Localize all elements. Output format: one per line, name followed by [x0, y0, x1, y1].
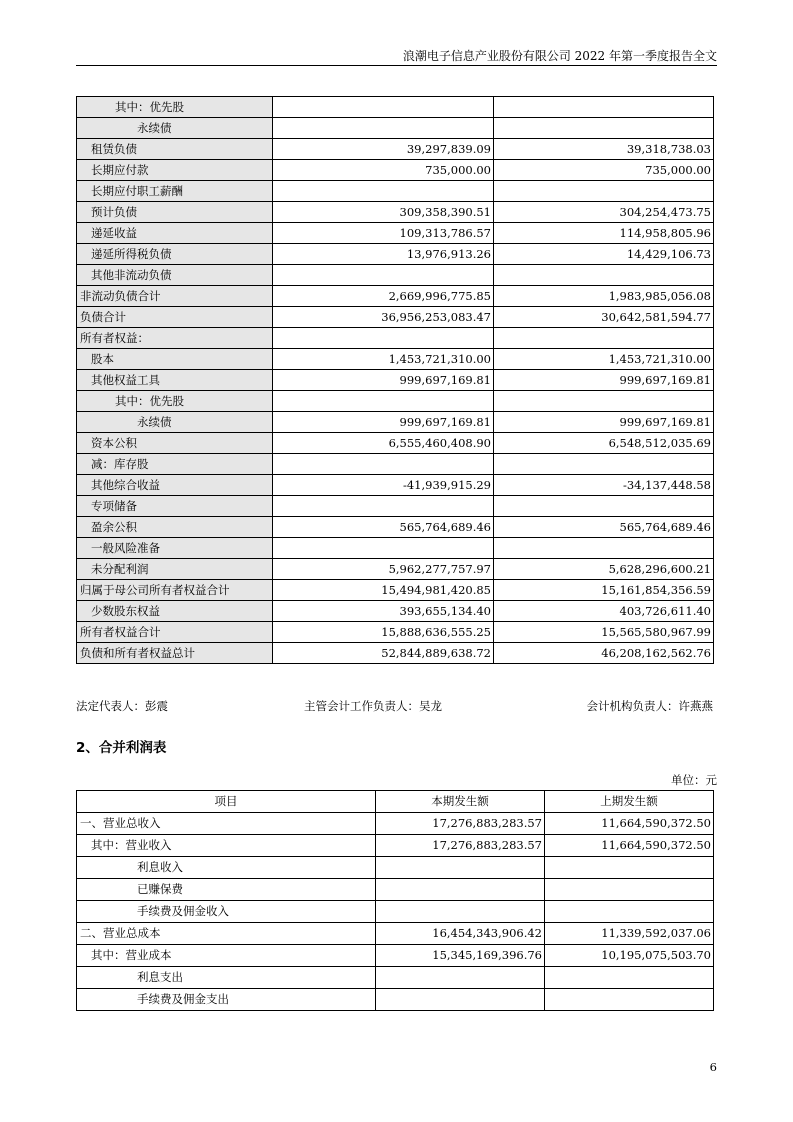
row-label: 非流动负债合计	[77, 286, 273, 307]
row-label: 利息收入	[77, 857, 376, 879]
current-period-value: 6,555,460,408.90	[273, 433, 494, 454]
row-label: 减：库存股	[77, 454, 273, 475]
row-label: 其中：营业成本	[77, 945, 376, 967]
row-label: 利息支出	[77, 967, 376, 989]
current-period-value: 15,494,981,420.85	[273, 580, 494, 601]
table-row	[77, 97, 714, 118]
table-row	[77, 349, 714, 370]
table-row	[77, 160, 714, 181]
current-period-value: 999,697,169.81	[273, 412, 494, 433]
current-period-value: 39,297,839.09	[273, 139, 494, 160]
row-label: 其中：营业收入	[77, 835, 376, 857]
table-row	[77, 989, 714, 1011]
current-period-value	[273, 265, 494, 286]
current-period-value: 15,888,636,555.25	[273, 622, 494, 643]
row-label: 手续费及佣金收入	[77, 901, 376, 923]
accounting-org-head: 会计机构负责人：许燕燕	[586, 699, 713, 713]
previous-period-value	[545, 989, 714, 1011]
header-item: 项目	[77, 791, 376, 813]
current-period-value: 2,669,996,775.85	[273, 286, 494, 307]
row-label: 未分配利润	[77, 559, 273, 580]
previous-period-value	[494, 97, 714, 118]
table-header-row	[77, 791, 714, 813]
table-row	[77, 901, 714, 923]
row-label: 负债合计	[77, 307, 273, 328]
table-row	[77, 202, 714, 223]
row-label: 一、营业总收入	[77, 813, 376, 835]
signature-line	[76, 698, 713, 714]
table-row	[77, 265, 714, 286]
current-period-value	[273, 97, 494, 118]
previous-period-value: 999,697,169.81	[494, 412, 714, 433]
previous-period-value	[494, 538, 714, 559]
previous-period-value: 403,726,611.40	[494, 601, 714, 622]
row-label: 负债和所有者权益总计	[77, 643, 273, 664]
current-period-value	[376, 857, 545, 879]
row-label: 其他非流动负债	[77, 265, 273, 286]
previous-period-value: 10,195,075,503.70	[545, 945, 714, 967]
row-label: 递延所得税负债	[77, 244, 273, 265]
previous-period-value: 735,000.00	[494, 160, 714, 181]
previous-period-value: 999,697,169.81	[494, 370, 714, 391]
previous-period-value	[494, 328, 714, 349]
table-row	[77, 139, 714, 160]
current-period-value: 17,276,883,283.57	[376, 835, 545, 857]
previous-period-value: 1,983,985,056.08	[494, 286, 714, 307]
current-period-value: 16,454,343,906.42	[376, 923, 545, 945]
previous-period-value: -34,137,448.58	[494, 475, 714, 496]
header-previous-period: 上期发生额	[545, 791, 714, 813]
current-period-value: 36,956,253,083.47	[273, 307, 494, 328]
current-period-value: 52,844,889,638.72	[273, 643, 494, 664]
table-row	[77, 307, 714, 328]
current-period-value	[273, 328, 494, 349]
table-row	[77, 181, 714, 202]
previous-period-value: 15,161,854,356.59	[494, 580, 714, 601]
current-period-value	[273, 118, 494, 139]
table-row	[77, 580, 714, 601]
previous-period-value	[545, 879, 714, 901]
row-label: 租赁负债	[77, 139, 273, 160]
previous-period-value: 30,642,581,594.77	[494, 307, 714, 328]
previous-period-value: 11,339,592,037.06	[545, 923, 714, 945]
row-label: 归属于母公司所有者权益合计	[77, 580, 273, 601]
row-label: 已赚保费	[77, 879, 376, 901]
table-row	[77, 538, 714, 559]
current-period-value	[376, 901, 545, 923]
previous-period-value: 1,453,721,310.00	[494, 349, 714, 370]
unit-label: 单位：元	[671, 773, 717, 787]
row-label: 其中：优先股	[77, 97, 273, 118]
row-label: 盈余公积	[77, 517, 273, 538]
table-row	[77, 879, 714, 901]
previous-period-value: 39,318,738.03	[494, 139, 714, 160]
previous-period-value: 6,548,512,035.69	[494, 433, 714, 454]
current-period-value	[376, 967, 545, 989]
balance-sheet-table	[76, 96, 714, 664]
row-label: 预计负债	[77, 202, 273, 223]
current-period-value: 999,697,169.81	[273, 370, 494, 391]
row-label: 其他权益工具	[77, 370, 273, 391]
current-period-value	[273, 181, 494, 202]
table-row	[77, 433, 714, 454]
table-row	[77, 454, 714, 475]
row-label: 永续债	[77, 118, 273, 139]
table-row	[77, 813, 714, 835]
previous-period-value	[494, 391, 714, 412]
current-period-value	[273, 454, 494, 475]
previous-period-value	[545, 967, 714, 989]
row-label: 一般风险准备	[77, 538, 273, 559]
header-divider	[76, 65, 717, 66]
table-row	[77, 835, 714, 857]
table-row	[77, 412, 714, 433]
current-period-value	[273, 538, 494, 559]
previous-period-value: 565,764,689.46	[494, 517, 714, 538]
row-label: 资本公积	[77, 433, 273, 454]
row-label: 永续债	[77, 412, 273, 433]
table-row	[77, 391, 714, 412]
table-row	[77, 559, 714, 580]
page-number: 6	[709, 1060, 717, 1074]
row-label: 长期应付款	[77, 160, 273, 181]
row-label: 所有者权益：	[77, 328, 273, 349]
section-title: 2、合并利润表	[76, 740, 167, 756]
previous-period-value	[545, 901, 714, 923]
current-period-value	[273, 496, 494, 517]
row-label: 所有者权益合计	[77, 622, 273, 643]
income-statement-table	[76, 790, 714, 1011]
table-row	[77, 118, 714, 139]
table-row	[77, 370, 714, 391]
previous-period-value: 11,664,590,372.50	[545, 813, 714, 835]
report-header-title: 浪潮电子信息产业股份有限公司 2022 年第一季度报告全文	[402, 49, 717, 63]
previous-period-value	[494, 265, 714, 286]
table-row	[77, 328, 714, 349]
current-period-value: 13,976,913.26	[273, 244, 494, 265]
current-period-value: 5,962,277,757.97	[273, 559, 494, 580]
table-row	[77, 601, 714, 622]
row-label: 手续费及佣金支出	[77, 989, 376, 1011]
current-period-value: 393,655,134.40	[273, 601, 494, 622]
current-period-value: 735,000.00	[273, 160, 494, 181]
current-period-value: -41,939,915.29	[273, 475, 494, 496]
row-label: 递延收益	[77, 223, 273, 244]
previous-period-value	[494, 118, 714, 139]
previous-period-value: 46,208,162,562.76	[494, 643, 714, 664]
previous-period-value	[545, 857, 714, 879]
table-row	[77, 496, 714, 517]
row-label: 其他综合收益	[77, 475, 273, 496]
current-period-value: 1,453,721,310.00	[273, 349, 494, 370]
current-period-value	[376, 879, 545, 901]
header-current-period: 本期发生额	[376, 791, 545, 813]
row-label: 长期应付职工薪酬	[77, 181, 273, 202]
previous-period-value: 114,958,805.96	[494, 223, 714, 244]
current-period-value	[273, 391, 494, 412]
table-row	[77, 286, 714, 307]
table-row	[77, 244, 714, 265]
table-row	[77, 517, 714, 538]
previous-period-value	[494, 454, 714, 475]
table-row	[77, 923, 714, 945]
table-row	[77, 475, 714, 496]
row-label: 二、营业总成本	[77, 923, 376, 945]
previous-period-value: 15,565,580,967.99	[494, 622, 714, 643]
table-row	[77, 967, 714, 989]
previous-period-value: 304,254,473.75	[494, 202, 714, 223]
table-row	[77, 643, 714, 664]
row-label: 股本	[77, 349, 273, 370]
current-period-value: 565,764,689.46	[273, 517, 494, 538]
current-period-value: 109,313,786.57	[273, 223, 494, 244]
table-row	[77, 945, 714, 967]
current-period-value	[376, 989, 545, 1011]
current-period-value: 309,358,390.51	[273, 202, 494, 223]
previous-period-value	[494, 181, 714, 202]
previous-period-value: 5,628,296,600.21	[494, 559, 714, 580]
previous-period-value: 14,429,106.73	[494, 244, 714, 265]
accounting-head: 主管会计工作负责人：吴龙	[304, 699, 442, 713]
previous-period-value	[494, 496, 714, 517]
row-label: 其中：优先股	[77, 391, 273, 412]
table-row	[77, 857, 714, 879]
legal-representative: 法定代表人：彭震	[76, 699, 168, 713]
current-period-value: 17,276,883,283.57	[376, 813, 545, 835]
table-row	[77, 223, 714, 244]
row-label: 专项储备	[77, 496, 273, 517]
row-label: 少数股东权益	[77, 601, 273, 622]
current-period-value: 15,345,169,396.76	[376, 945, 545, 967]
table-row	[77, 622, 714, 643]
previous-period-value: 11,664,590,372.50	[545, 835, 714, 857]
